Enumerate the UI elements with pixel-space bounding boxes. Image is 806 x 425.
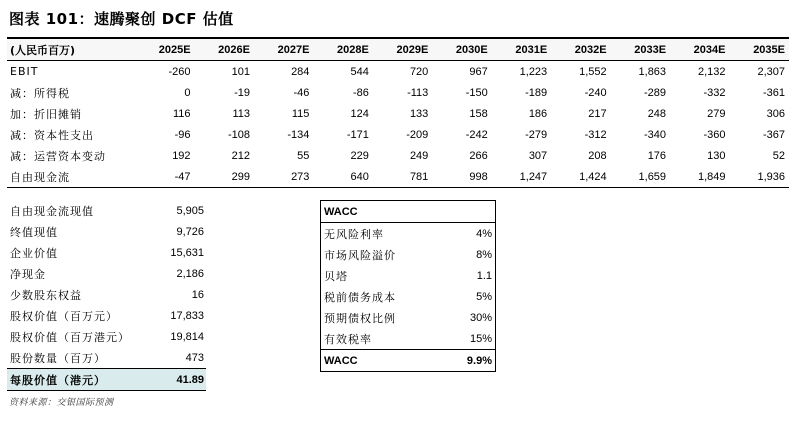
valuation-label: 少数股东权益 (10, 288, 82, 302)
wacc-value: 4% (476, 227, 492, 240)
wacc-header-row (321, 201, 496, 223)
wacc-total-row (321, 350, 496, 372)
valuation-row (7, 284, 206, 305)
table-cell: -47 (174, 170, 191, 183)
table-cell: -242 (465, 128, 488, 141)
year-header: 2027E (277, 43, 310, 56)
table-cell: 124 (350, 107, 369, 120)
table-cell: -189 (525, 86, 548, 99)
year-header: 2025E (158, 43, 191, 56)
table-cell: 998 (469, 170, 488, 183)
valuation-value: 2,186 (176, 267, 204, 280)
valuation-value: 5,905 (176, 204, 204, 217)
table-cell: -312 (584, 128, 607, 141)
table-cell: 544 (350, 65, 369, 78)
table-cell: 115 (291, 107, 310, 120)
wacc-header: WACC (321, 201, 496, 223)
wacc-row (321, 328, 496, 350)
table-cell: 116 (173, 107, 191, 120)
table-cell: 720 (409, 65, 429, 78)
table-cell: 0 (184, 86, 191, 99)
table-cell: 2,132 (697, 65, 726, 78)
valuation-row (7, 305, 206, 326)
table-cell: 133 (409, 107, 429, 120)
table-cell: -340 (644, 128, 667, 141)
table-cell: 306 (766, 107, 785, 120)
valuation-value: 17,833 (170, 309, 204, 322)
table-cell: 1,247 (519, 170, 548, 183)
figure-title: 图表 101：速腾聚创 DCF 估值 (9, 10, 234, 28)
wacc-value: 8% (476, 248, 492, 261)
table-cell: 176 (647, 149, 667, 162)
table-cell: -360 (703, 128, 726, 141)
valuation-value: 19,814 (170, 330, 204, 343)
table-cell: -96 (174, 128, 191, 141)
valuation-value: 15,631 (170, 246, 204, 259)
table-cell: 967 (469, 65, 488, 78)
valuation-label: 股份数量（百万） (10, 351, 106, 365)
table-cell: 279 (707, 107, 726, 120)
wacc-row (321, 307, 496, 328)
wacc-value: 5% (476, 290, 492, 303)
table-cell: 273 (291, 170, 310, 183)
valuation-row (7, 242, 206, 263)
table-cell: 52 (772, 149, 785, 162)
wacc-row (321, 223, 496, 245)
table-cell: -171 (346, 128, 369, 141)
table-cell: -240 (584, 86, 607, 99)
table-cell: -332 (703, 86, 726, 99)
valuation-label: 净现金 (10, 267, 46, 281)
table-cell: 307 (528, 149, 548, 162)
table-cell: -150 (465, 86, 488, 99)
table-cell: 249 (409, 149, 429, 162)
year-header: 2035E (753, 43, 785, 56)
table-cell: 1,659 (638, 170, 667, 183)
table-cell: 248 (647, 107, 667, 120)
table-cell: -46 (293, 86, 310, 99)
cut-off-next-caption (0, 418, 340, 425)
valuation-row (7, 263, 206, 284)
wacc-table (320, 200, 496, 372)
per-share-value-row (7, 369, 206, 391)
table-row (7, 145, 789, 166)
wacc-value: 1.1 (476, 269, 492, 282)
table-cell: 266 (469, 149, 488, 162)
valuation-row (7, 221, 206, 242)
table-cell: -19 (234, 86, 250, 99)
valuation-value: 16 (191, 288, 204, 301)
table-cell: -289 (644, 86, 667, 99)
year-header: 2031E (515, 43, 548, 56)
table-cell: 640 (350, 170, 369, 183)
row-label: 加：折旧摊销 (10, 107, 82, 121)
table-cell: -209 (406, 128, 429, 141)
year-header: 2028E (337, 43, 369, 56)
year-header: 2029E (396, 43, 429, 56)
valuation-row (7, 200, 206, 221)
table-cell: 101 (231, 65, 250, 78)
table-cell: 2,307 (757, 65, 785, 78)
valuation-label: 每股价值（港元） (7, 369, 147, 391)
table-cell: 229 (350, 149, 369, 162)
table-cell: 284 (291, 65, 310, 78)
year-header: 2032E (574, 43, 607, 56)
valuation-label: 股权价值（百万港元） (10, 330, 130, 344)
wacc-label: 贝塔 (324, 269, 348, 283)
table-row (7, 103, 789, 124)
table-cell: 130 (707, 149, 726, 162)
wacc-value: 15% (469, 332, 492, 345)
table-cell: -361 (762, 86, 785, 99)
table-cell: -134 (287, 128, 310, 141)
table-cell: 208 (588, 149, 607, 162)
table-cell: 217 (588, 107, 607, 120)
table-row (7, 82, 789, 103)
table-cell: 1,936 (757, 170, 785, 183)
row-label: 减：所得税 (10, 86, 70, 100)
source-note: 资料来源：交银国际预测 (9, 398, 114, 408)
wacc-label: 市场风险溢价 (324, 248, 396, 262)
valuation-label: 终值现值 (10, 225, 58, 239)
table-cell: -108 (227, 128, 250, 141)
wacc-label: 预期债权比例 (324, 311, 396, 325)
table-row (7, 166, 789, 188)
valuation-row (7, 347, 206, 369)
row-label: 自由现金流 (10, 170, 70, 184)
valuation-row (7, 326, 206, 347)
table-cell: 1,424 (579, 170, 607, 183)
wacc-row (321, 286, 496, 307)
table-cell: -367 (762, 128, 785, 141)
table-cell: 1,223 (519, 65, 548, 78)
valuation-summary-table (7, 200, 206, 391)
wacc-row (321, 244, 496, 265)
table-cell: 192 (172, 149, 191, 162)
table-row (7, 61, 789, 83)
row-label: 减：资本性支出 (10, 128, 94, 142)
unit-label: (人民币百万) (10, 43, 76, 57)
table-cell: 158 (469, 107, 488, 120)
dcf-forecast-table (7, 37, 789, 188)
table-cell: -113 (407, 86, 429, 99)
valuation-label: 企业价值 (10, 246, 58, 260)
row-label: EBIT (10, 65, 39, 78)
table-header-row (7, 38, 789, 61)
wacc-label: 无风险利率 (324, 227, 384, 241)
table-cell: -86 (352, 86, 369, 99)
table-cell: -260 (168, 65, 191, 78)
table-cell: 113 (232, 107, 250, 120)
wacc-row (321, 265, 496, 286)
row-label: 减：运营资本变动 (10, 149, 106, 163)
valuation-label: 自由现金流现值 (10, 204, 94, 218)
wacc-total-label: WACC (321, 350, 431, 372)
table-cell: 186 (528, 107, 548, 120)
valuation-label: 股权价值（百万元） (10, 309, 118, 323)
year-header: 2033E (634, 43, 667, 56)
table-cell: 1,863 (638, 65, 667, 78)
table-row (7, 124, 789, 145)
wacc-value: 30% (469, 311, 492, 324)
wacc-total-value: 9.9% (430, 350, 495, 372)
year-header: 2026E (218, 43, 250, 56)
year-header: 2034E (693, 43, 726, 56)
year-header: 2030E (455, 43, 488, 56)
table-cell: 781 (409, 170, 429, 183)
table-cell: 1,849 (697, 170, 726, 183)
table-cell: 55 (297, 149, 310, 162)
table-cell: 299 (231, 170, 250, 183)
valuation-value: 41.89 (147, 369, 206, 391)
valuation-value: 473 (185, 351, 204, 364)
table-cell: 212 (231, 149, 250, 162)
valuation-value: 9,726 (176, 225, 204, 238)
wacc-label: 税前债务成本 (324, 290, 396, 304)
table-cell: -279 (525, 128, 548, 141)
wacc-label: 有效税率 (324, 332, 372, 346)
table-cell: 1,552 (579, 65, 607, 78)
